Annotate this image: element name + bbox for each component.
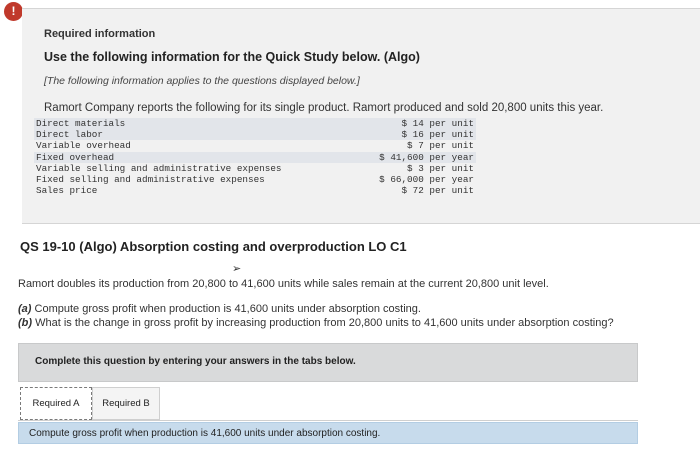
applies-note: [The following information applies to the questions displayed below.]: [44, 75, 360, 87]
cost-row: [34, 163, 476, 174]
cost-value: $ 7 per unit: [407, 140, 474, 152]
part-a-text: Compute gross profit when production is 41,600 units under absorption costing.: [31, 303, 421, 315]
question-part-a: [18, 303, 421, 315]
instruction-text: Complete this question by entering your answers in the tabs below.: [35, 356, 356, 367]
cursor-pointer-icon: ➢: [232, 263, 242, 275]
instruction-banner: [18, 343, 638, 382]
question-scenario: Ramort doubles its production from 20,800 to 41,600 units while sales remain at the current 20,800 unit level.: [18, 278, 549, 290]
required-information-title: Required information: [44, 28, 156, 40]
question-title: QS 19-10 (Algo) Absorption costing and overproduction LO C1: [20, 239, 407, 254]
question-part-b: [18, 317, 614, 329]
part-b-text: What is the change in gross profit by increasing production from 20,800 units to 41,600 units under absorption costing?: [32, 317, 614, 329]
cost-row: [34, 185, 476, 196]
cost-table: [34, 118, 476, 196]
cost-label: Direct materials: [36, 118, 126, 129]
alert-icon: !: [4, 2, 23, 21]
cost-label: Direct labor: [36, 129, 103, 141]
use-following-title: Use the following information for the Quick Study below. (Algo): [44, 50, 420, 64]
tab-required-b[interactable]: Required B: [92, 387, 160, 420]
cost-row: [34, 174, 476, 185]
cost-label: Fixed selling and administrative expenses: [36, 173, 265, 185]
cost-label: Fixed overhead: [36, 151, 115, 163]
cost-value: $ 72 per unit: [401, 185, 474, 197]
cost-row: [34, 118, 476, 129]
cost-row: [34, 152, 476, 163]
part-a-letter: (a): [18, 303, 32, 315]
tab-required-a[interactable]: Required A: [20, 387, 92, 420]
cost-value: $ 14 per unit: [401, 118, 474, 129]
cost-row: [34, 129, 476, 140]
cost-label: Variable overhead: [36, 140, 131, 152]
cost-value: $ 3 per unit: [407, 162, 474, 174]
cost-value: $ 66,000 per year: [379, 173, 474, 185]
tab-divider: [18, 420, 638, 421]
cost-value: $ 16 per unit: [401, 129, 474, 141]
cost-value: $ 41,600 per year: [379, 151, 474, 163]
prompt-bar: [18, 422, 638, 444]
prompt-text: Compute gross profit when production is 41,600 units under absorption costing.: [29, 428, 381, 439]
company-intro: Ramort Company reports the following for its single product. Ramort produced and sold 20,800 units this year.: [44, 102, 604, 114]
cost-label: Sales price: [36, 185, 98, 197]
part-b-letter: (b): [18, 317, 33, 329]
cost-row: [34, 140, 476, 151]
cost-label: Variable selling and administrative expenses: [36, 162, 282, 174]
